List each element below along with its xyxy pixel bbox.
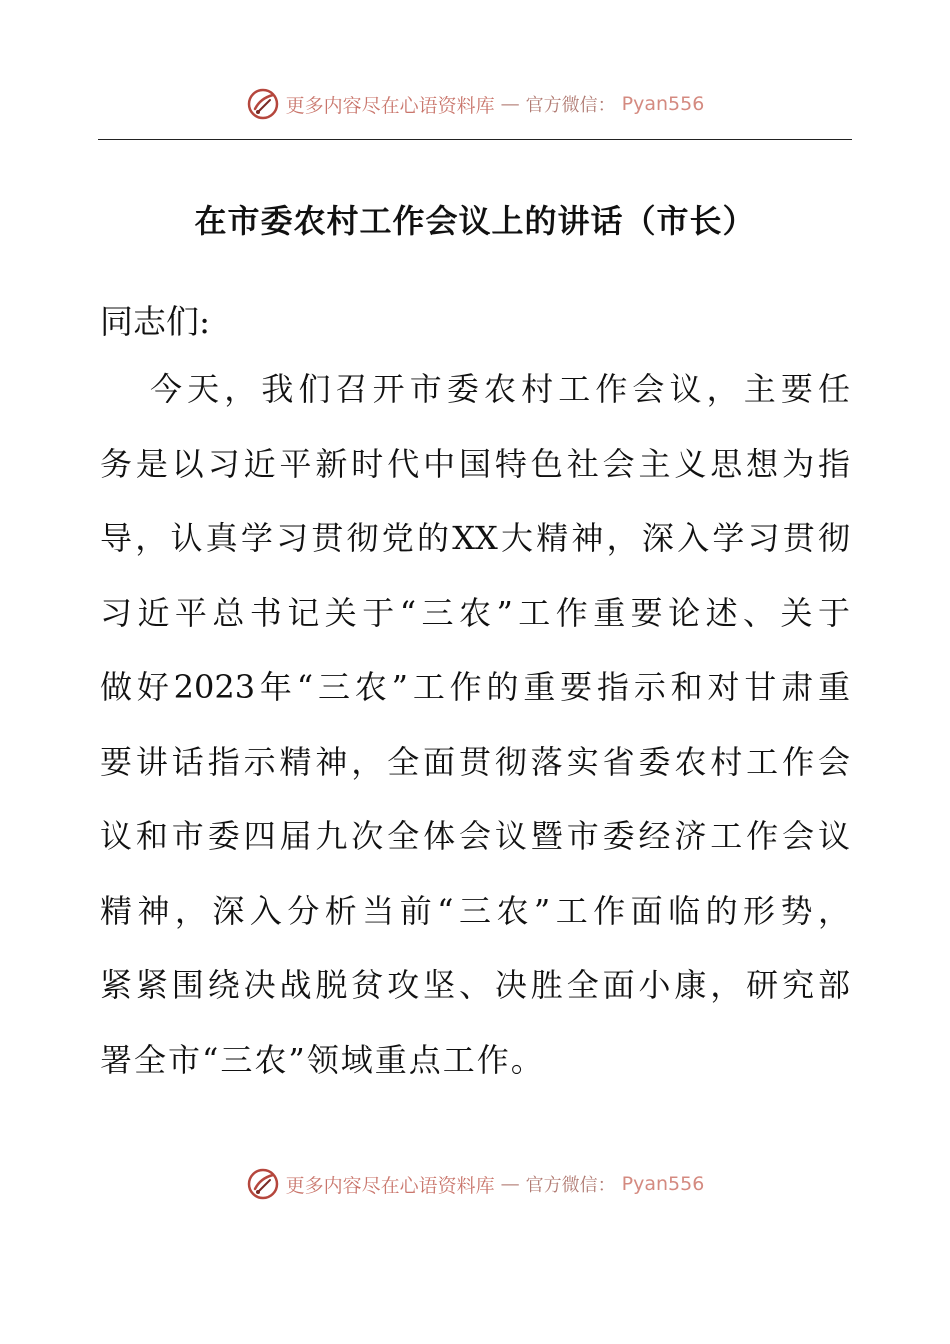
body-line: 精神，深入分析当前“三农”工作面临的形势， bbox=[100, 891, 850, 930]
watermark-wechat-id: Pyan556 bbox=[621, 93, 705, 115]
body-line: 导，认真学习贯彻党的XX大精神，深入学习贯彻 bbox=[100, 519, 850, 557]
body-line: 署全市“三农”领域重点工作。 bbox=[100, 1040, 545, 1079]
body-line: 要讲话指示精神，全面贯彻落实省委农村工作会 bbox=[100, 742, 850, 781]
header-watermark bbox=[0, 84, 950, 124]
watermark-separator: — bbox=[500, 93, 520, 115]
body-line: 务是以习近平新时代中国特色社会主义思想为指 bbox=[100, 444, 850, 483]
watermark-wechat-label: 官方微信： bbox=[525, 1175, 616, 1196]
body-line: 紧紧围绕决战脱贫攻坚、决胜全面小康，研究部 bbox=[100, 966, 850, 1004]
body-paragraph bbox=[100, 352, 850, 1097]
body-line: 习近平总书记关于“三农”工作重要论述、关于 bbox=[100, 593, 850, 632]
watermark-text: 更多内容尽在心语资料库 bbox=[285, 94, 495, 117]
salutation: 同志们: bbox=[100, 302, 211, 341]
document-title: 在市委农村工作会议上的讲话（市长） bbox=[194, 202, 756, 240]
body-line: 做好2023年“三农”工作的重要指示和对甘肃重 bbox=[100, 668, 850, 706]
pen-logo-icon bbox=[246, 87, 280, 121]
watermark-wechat-id: Pyan556 bbox=[621, 1173, 705, 1195]
header-divider bbox=[98, 139, 852, 140]
body-line: 今天，我们召开市委农村工作会议，主要任 bbox=[150, 370, 850, 408]
watermark-wechat-label: 官方微信： bbox=[525, 95, 616, 116]
watermark-text: 更多内容尽在心语资料库 bbox=[285, 1174, 495, 1197]
footer-watermark bbox=[0, 1164, 950, 1204]
pen-logo-icon bbox=[246, 1167, 280, 1201]
body-line: 议和市委四届九次全体会议暨市委经济工作会议 bbox=[100, 817, 850, 855]
watermark-separator: — bbox=[500, 1173, 520, 1195]
